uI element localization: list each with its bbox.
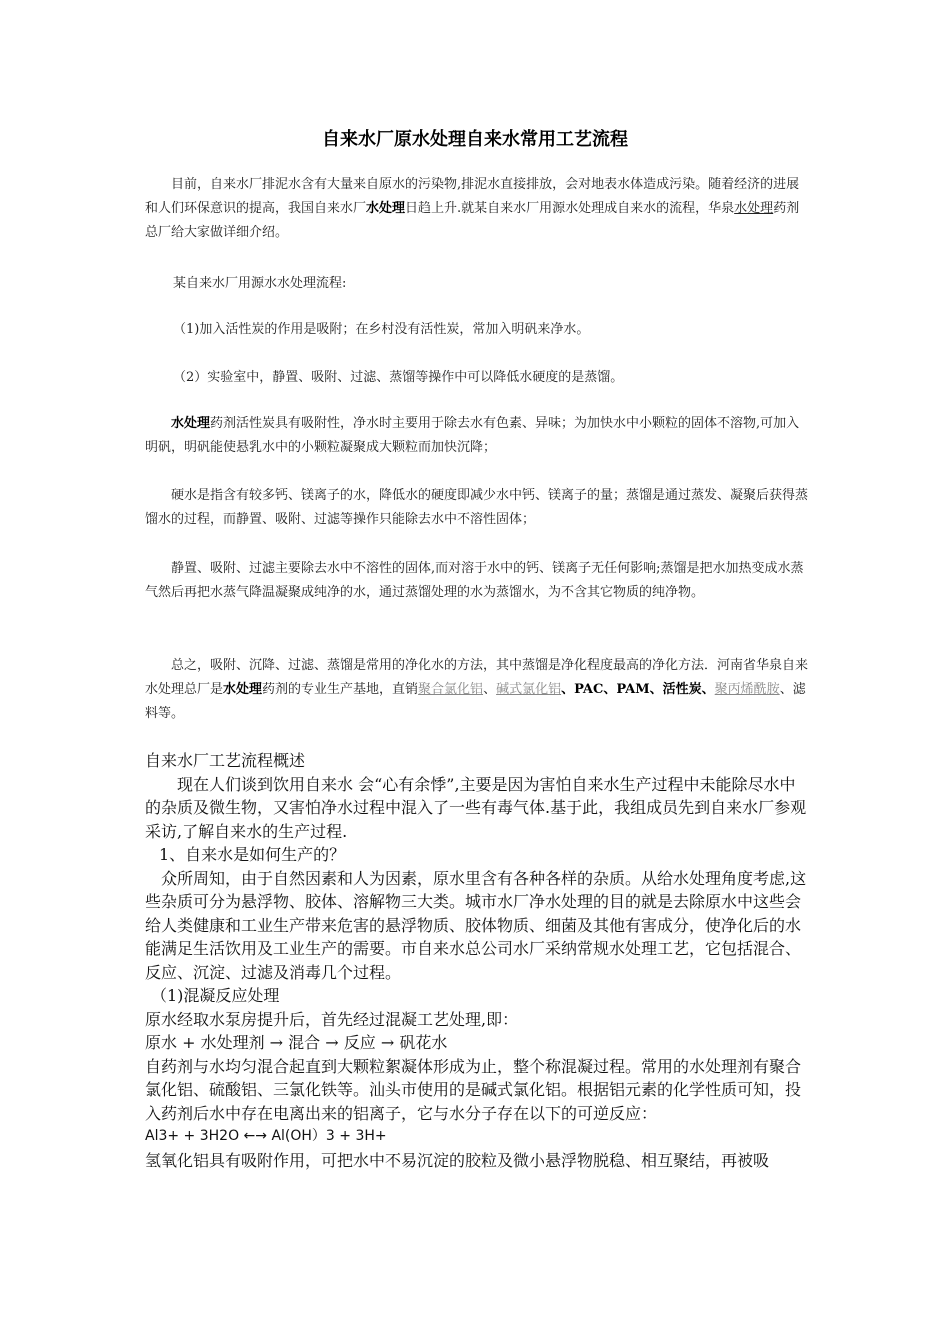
reaction-equation: Al3+ + 3H2O ←→ Al(OH）3 + 3H+ (145, 1128, 387, 1144)
document-title: 自来水厂原水处理自来水常用工艺流程 (322, 129, 628, 150)
summary-paragraph (145, 654, 810, 726)
intro-bold-1: 水处理 (366, 201, 406, 216)
carbon-bold: 水处理 (171, 416, 211, 431)
intro-link-water-treatment[interactable]: 水处理 (734, 201, 774, 216)
carbon-text: 药剂活性炭具有吸附性，净水时主要用于除去水有色素、异味；为加快水中小颗粒的固体不溶物,可加入明矾，明矾能使悬乳水中的小颗粒凝聚成大颗粒而加快沉降； (145, 416, 800, 455)
overview-paragraph-3: 自药剂与水均匀混合起直到大颗粒絮凝体形成为止，整个称混凝过程。常用的水处理剂有聚合氯化铝、硫酸铝、三氯化铁等。汕头市使用的是碱式氯化铝。根据铝元素的化学性质可知，投入药剂后水中存在电离出来的铝离子，它与水分子存在以下的可逆反应： (145, 1056, 802, 1123)
link-polyaluminium-chloride[interactable]: 聚合氯化铝 (418, 682, 484, 697)
coagulation-line-a: 原水经取水泵房提升后，首先经过混凝工艺处理,即： (145, 1009, 519, 1029)
coagulation-line-b: 原水 + 水处理剂 → 混合 → 反应 → 矾花水 (145, 1033, 448, 1052)
intro-text-3: 药剂总厂给大家做详细介绍。 (145, 201, 800, 240)
summary-text-2: 药剂的专业生产基地，直销 (262, 682, 419, 697)
flow-item-1: （1)加入活性炭的作用是吸附；在乡村没有活性炭，常加入明矾来净水。 (173, 322, 590, 337)
intro-paragraph (145, 173, 810, 245)
summary-bold-1: 水处理 (223, 682, 263, 697)
summary-text-3: 、滤料等。 (145, 682, 806, 721)
hard-water-paragraph: 硬水是指含有较多钙、镁离子的水，降低水的硬度即减少水中钙、镁离子的量；蒸馏是通过蒸发、凝聚后获得蒸馏水的过程，而静置、吸附、过滤等操作只能除去水中不溶性固体； (145, 488, 809, 527)
overview-paragraph-1: 现在人们谈到饮用自来水 会“心有余悸”,主要是因为害怕自来水生产过程中未能除尽水中的杂质及微生物，又害怕净水过程中混入了一些有毒气体.基于此，我组成员先到自来水厂参观采访,了解自来水的生产过程. (145, 774, 807, 841)
flow-item-2: （2）实验室中，静置、吸附、过滤、蒸馏等操作中可以降低水硬度的是蒸馏。 (173, 370, 624, 385)
summary-bold-2: 、PAC、PAM、活性炭、 (561, 682, 715, 697)
overview-paragraph-2: 众所周知，由于自然因素和人为因素，原水里含有各种各样的杂质。从给水处理角度考虑,这些杂质可分为悬浮物、胶体、溶解物三大类。城市水厂净水处理的目的就是去除原水中这些会给人类健康和工业生产带来危害的悬浮物质、胶体物质、细菌及其他有害成分，使净化后的水能满足生活饮用及工业生产的需要。市自来水总公司水厂采纳常规水处理工艺，它包括混合、反应、沉淀、过滤及消毒几个过程。 (145, 868, 807, 982)
flow-heading: 某自来水厂用源水水处理流程: (173, 276, 347, 291)
intro-text-1: 目前，自来水厂排泥水含有大量来自原水的污染物,排泥水直接排放，会对地表水体造成污染。随着经济的进展和人们环保意识的提高，我国自来水厂 (145, 177, 800, 216)
summary-text-1: 总之，吸附、沉降、过滤、蒸馏是常用的净化水的方法，其中蒸馏是净化程度最高的净化方法．河南省华泉自来水处理总厂是 (145, 658, 809, 697)
question-1: 1、自来水是如何生产的？ (159, 845, 346, 864)
overview-heading: 自来水厂工艺流程概述 (145, 751, 306, 770)
subheading-coagulation: （1)混凝反应处理 (151, 986, 280, 1005)
overview-paragraph-4: 氢氧化铝具有吸附作用，可把水中不易沉淀的胶粒及微小悬浮物脱稳、相互聚结，再被吸 (145, 1150, 770, 1170)
static-paragraph: 静置、吸附、过滤主要除去水中不溶性的固体,而对溶于水中的钙、镁离子无任何影响;蒸馏是把水加热变成水蒸气然后再把水蒸气降温凝聚成纯净的水，通过蒸馏处理的水为蒸馏水，为不含其它物质的纯净物。 (145, 561, 804, 600)
carbon-paragraph (145, 412, 810, 460)
overview-section (145, 749, 810, 1172)
link-basic-aluminium-chloride[interactable]: 碱式氯化铝 (496, 682, 562, 697)
summary-sep-1: 、 (483, 682, 497, 697)
link-polyacrylamide[interactable]: 聚丙烯酰胺 (714, 682, 780, 697)
intro-text-2: 日趋上升.就某自来水厂用源水处理成自来水的流程，华泉 (405, 201, 735, 216)
